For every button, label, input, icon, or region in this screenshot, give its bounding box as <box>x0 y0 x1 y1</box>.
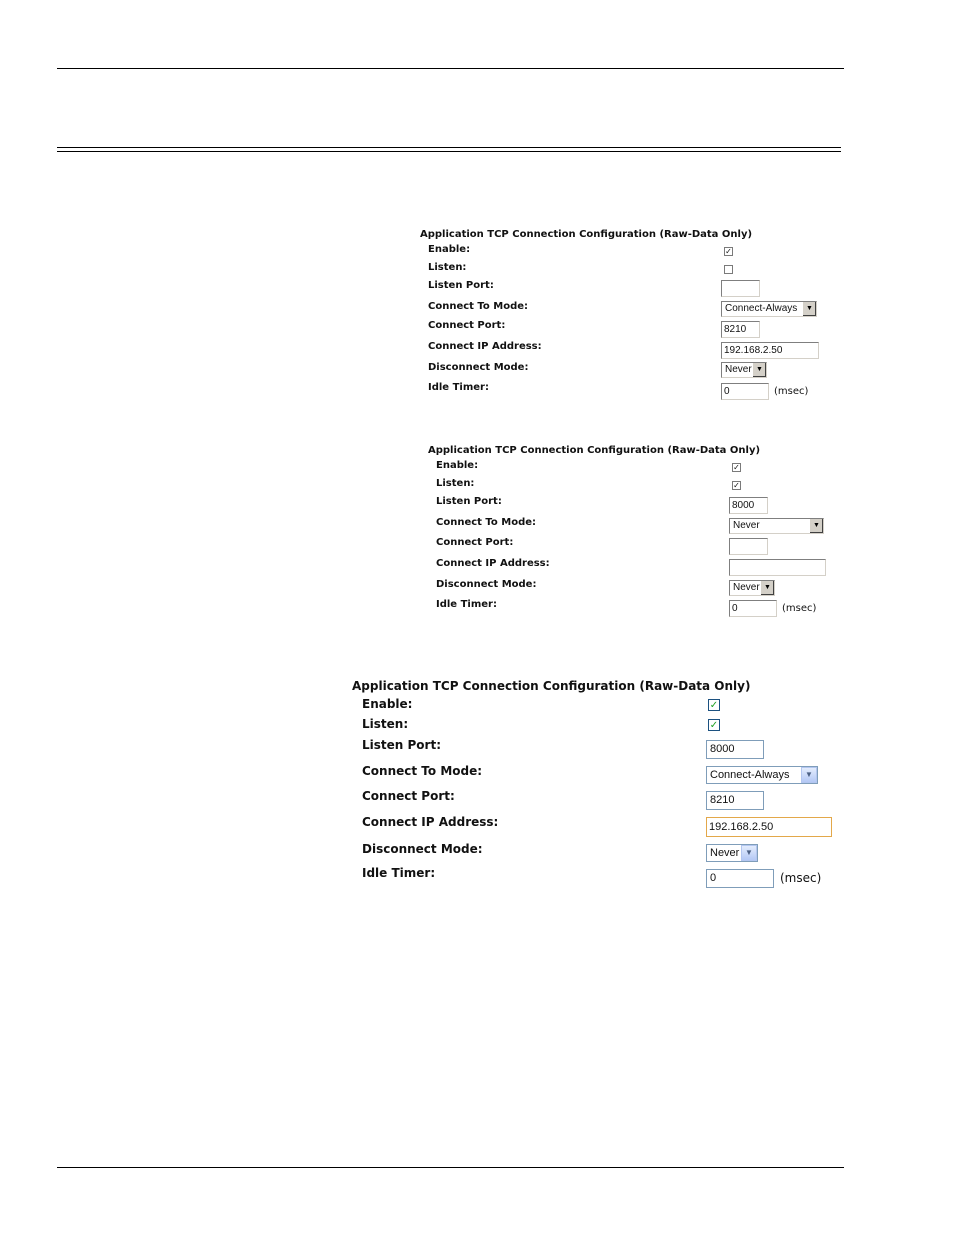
connect-mode-label: Connect To Mode: <box>428 301 529 312</box>
disconnect-mode-label: Disconnect Mode: <box>362 842 483 856</box>
connect-mode-value: Connect-Always <box>725 303 798 314</box>
connect-ip-label: Connect IP Address: <box>428 341 542 352</box>
connect-port-label: Connect Port: <box>428 320 506 331</box>
idle-timer-input[interactable]: 0 <box>729 600 777 617</box>
disconnect-mode-value: Never <box>725 364 752 375</box>
connect-port-input[interactable]: 8210 <box>721 321 760 338</box>
chevron-down-icon[interactable]: ▼ <box>760 581 774 595</box>
listen-label: Listen: <box>436 478 475 489</box>
connect-ip-input[interactable]: 192.168.2.50 <box>721 342 819 359</box>
listen-checkbox[interactable]: ✓ <box>733 481 740 490</box>
chevron-down-icon[interactable]: ▼ <box>741 845 757 861</box>
connect-ip-label: Connect IP Address: <box>436 558 550 569</box>
connect-ip-label: Connect IP Address: <box>362 815 499 829</box>
connect-port-input[interactable]: 8210 <box>706 791 764 810</box>
panel-title: Application TCP Connection Configuration (Raw-Data Only) <box>352 679 751 693</box>
connect-port-label: Connect Port: <box>362 789 455 803</box>
disconnect-mode-label: Disconnect Mode: <box>428 362 529 373</box>
connect-ip-input[interactable]: 192.168.2.50 <box>706 817 832 837</box>
enable-checkbox[interactable]: ✓ <box>709 700 719 711</box>
idle-timer-label: Idle Timer: <box>428 382 489 393</box>
disconnect-mode-value: Never <box>710 847 740 859</box>
connect-mode-label: Connect To Mode: <box>436 517 537 528</box>
idle-timer-unit: (msec) <box>780 871 822 885</box>
connect-mode-select[interactable] <box>706 766 818 784</box>
idle-timer-label: Idle Timer: <box>362 866 436 880</box>
connect-port-label: Connect Port: <box>436 537 514 548</box>
enable-checkbox[interactable]: ✓ <box>725 247 732 256</box>
listen-port-input[interactable]: 8000 <box>706 740 764 759</box>
connect-mode-value: Never <box>733 520 760 531</box>
panel-title: Application TCP Connection Configuration (Raw-Data Only) <box>428 445 761 456</box>
chevron-down-icon[interactable]: ▼ <box>809 519 823 533</box>
disconnect-mode-value: Never <box>733 582 760 593</box>
listen-label: Listen: <box>362 717 409 731</box>
chevron-down-icon[interactable]: ▼ <box>802 302 816 316</box>
listen-port-label: Listen Port: <box>436 496 502 507</box>
chevron-down-icon[interactable]: ▼ <box>801 767 817 783</box>
enable-label: Enable: <box>362 697 413 711</box>
idle-timer-unit: (msec) <box>774 386 809 397</box>
listen-label: Listen: <box>428 262 467 273</box>
enable-checkbox[interactable]: ✓ <box>733 463 740 472</box>
connect-mode-label: Connect To Mode: <box>362 764 483 778</box>
chevron-down-icon[interactable]: ▼ <box>752 363 766 377</box>
listen-port-label: Listen Port: <box>428 280 494 291</box>
idle-timer-input[interactable]: 0 <box>721 383 769 400</box>
disconnect-mode-label: Disconnect Mode: <box>436 579 537 590</box>
enable-label: Enable: <box>428 244 471 255</box>
panel-title: Application TCP Connection Configuration (Raw-Data Only) <box>420 229 753 240</box>
idle-timer-label: Idle Timer: <box>436 599 497 610</box>
connect-mode-value: Connect-Always <box>710 769 790 781</box>
listen-port-input[interactable]: 8000 <box>729 497 768 514</box>
enable-label: Enable: <box>436 460 479 471</box>
idle-timer-input[interactable]: 0 <box>706 869 774 888</box>
listen-checkbox[interactable]: ✓ <box>709 720 719 731</box>
disconnect-mode-select[interactable] <box>706 844 758 862</box>
idle-timer-unit: (msec) <box>782 603 817 614</box>
listen-port-label: Listen Port: <box>362 738 441 752</box>
